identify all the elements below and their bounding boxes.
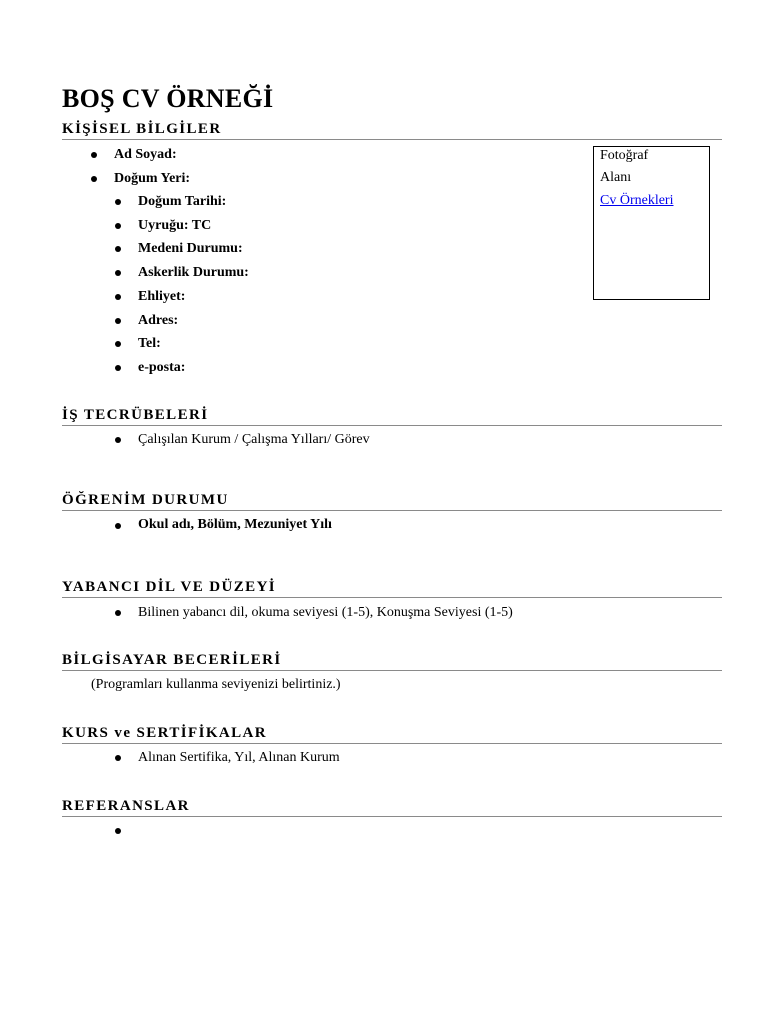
section-heading-courses: KURS ve SERTİFİKALAR (62, 724, 722, 744)
bullet-icon (115, 246, 121, 252)
bullet-icon (115, 755, 121, 761)
bullet-icon (91, 152, 97, 158)
list-item-course: Alınan Sertifika, Yıl, Alınan Kurum (138, 750, 340, 765)
photo-label-line2: Alanı (600, 170, 632, 185)
bullet-icon (115, 828, 121, 834)
section-heading-computer-skills: BİLGİSAYAR BECERİLERİ (62, 651, 722, 671)
bullet-icon (115, 610, 121, 616)
list-item-email: e-posta: (138, 360, 186, 375)
list-item-address: Adres: (138, 313, 179, 328)
list-item-birthdate: Doğum Tarihi: (138, 194, 227, 209)
bullet-icon (115, 523, 121, 529)
computer-skills-note: (Programları kullanma seviyenizi belirtiniz.) (91, 677, 341, 692)
bullet-icon (115, 318, 121, 324)
section-heading-languages: YABANCI DİL VE DÜZEYİ (62, 578, 722, 598)
bullet-icon (115, 341, 121, 347)
cv-examples-link[interactable]: Cv Örnekleri (600, 193, 674, 208)
section-heading-education: ÖĞRENİM DURUMU (62, 491, 722, 511)
list-item-nationality: Uyruğu: TC (138, 218, 212, 233)
list-item-education: Okul adı, Bölüm, Mezuniyet Yılı (138, 517, 332, 532)
list-item-birthplace: Doğum Yeri: (114, 171, 191, 186)
bullet-icon (115, 365, 121, 371)
bullet-icon (115, 199, 121, 205)
photo-label-line1: Fotoğraf (600, 148, 649, 163)
bullet-icon (115, 270, 121, 276)
bullet-icon (91, 176, 97, 182)
list-item-experience: Çalışılan Kurum / Çalışma Yılları/ Görev (138, 432, 370, 447)
page-title: BOŞ CV ÖRNEĞİ (62, 84, 274, 113)
bullet-icon (115, 223, 121, 229)
section-heading-personal: KİŞİSEL BİLGİLER (62, 120, 722, 140)
list-item-military-status: Askerlik Durumu: (138, 265, 249, 280)
list-item-phone: Tel: (138, 336, 161, 351)
bullet-icon (115, 437, 121, 443)
list-item-name: Ad Soyad: (114, 147, 177, 162)
list-item-language: Bilinen yabancı dil, okuma seviyesi (1-5), Konuşma Seviyesi (1-5) (138, 605, 513, 620)
bullet-icon (115, 294, 121, 300)
list-item-marital-status: Medeni Durumu: (138, 241, 243, 256)
section-heading-references: REFERANSLAR (62, 797, 722, 817)
section-heading-experience: İŞ TECRÜBELERİ (62, 406, 722, 426)
photo-area-box (593, 146, 710, 300)
list-item-license: Ehliyet: (138, 289, 186, 304)
